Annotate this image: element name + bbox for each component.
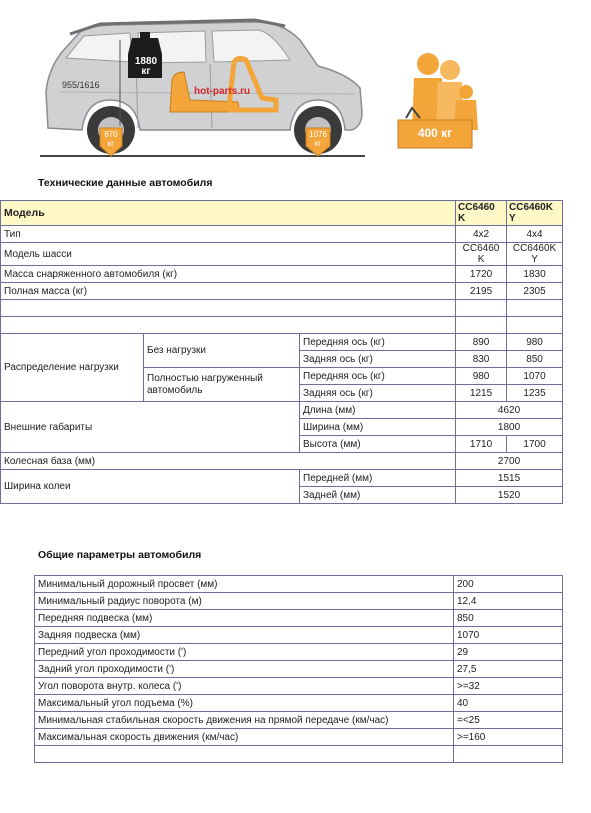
cell-value: 1215 <box>456 385 507 402</box>
front-axle-label: Передняя ось (кг) <box>300 368 456 385</box>
empty-cell <box>507 300 563 317</box>
param-label: Максимальная скорость движения (км/час) <box>35 729 454 746</box>
empty-row <box>1 317 563 334</box>
roof-load-unit: кг <box>141 66 151 77</box>
front-axle-number: 870 <box>104 130 118 139</box>
cell-value: 2195 <box>456 283 507 300</box>
front-axle-label: Передняя ось (кг) <box>300 334 456 351</box>
param-label: Минимальная стабильная скорость движения на прямой передаче (км/час) <box>35 712 454 729</box>
header-col1: CC6460 K <box>456 201 507 226</box>
cell-value: 1515 <box>456 470 563 487</box>
param-label: Угол поворота внутр. колеса (') <box>35 678 454 695</box>
header-col2: CC6460K Y <box>507 201 563 226</box>
rear-axle-number: 1076 <box>309 130 327 139</box>
length-label: Длина (мм) <box>300 402 456 419</box>
roof-load-number: 1880 <box>134 56 158 67</box>
cell-value: 4x4 <box>507 226 563 243</box>
row-label: Тип <box>1 226 456 243</box>
table-row <box>1 226 563 243</box>
cell-value: 1800 <box>456 419 563 436</box>
empty-row <box>1 300 563 317</box>
cell-value: 2700 <box>456 453 563 470</box>
cell-value: CC6460K Y <box>507 243 563 266</box>
param-value: =<25 <box>454 712 563 729</box>
height-label: 955/1616 <box>62 80 100 90</box>
table-row <box>35 610 563 627</box>
param-value: 12,4 <box>454 593 563 610</box>
param-label: Передняя подвеска (мм) <box>35 610 454 627</box>
empty-cell <box>1 300 456 317</box>
param-value: 27,5 <box>454 661 563 678</box>
cell-value: 980 <box>507 334 563 351</box>
empty-cell <box>507 317 563 334</box>
cell-value: 1710 <box>456 436 507 453</box>
table-row <box>35 593 563 610</box>
spec-table <box>0 200 563 504</box>
spec-section-title: Технические данные автомобиля <box>38 177 213 189</box>
cell-value: 1830 <box>507 266 563 283</box>
param-value: 850 <box>454 610 563 627</box>
param-label: Задний угол проходимости (') <box>35 661 454 678</box>
front-axle-load <box>100 130 122 148</box>
track-rear-label: Задней (мм) <box>300 487 456 504</box>
rear-axle-label: Задняя ось (кг) <box>300 351 456 368</box>
cell-value: 850 <box>507 351 563 368</box>
width-label: Ширина (мм) <box>300 419 456 436</box>
table-row <box>35 627 563 644</box>
table-row <box>35 712 563 729</box>
table-row <box>35 576 563 593</box>
table-row <box>1 266 563 283</box>
empty-cell <box>454 746 563 763</box>
cell-value: 980 <box>456 368 507 385</box>
cell-value: 4620 <box>456 402 563 419</box>
table-row <box>1 283 563 300</box>
table-row <box>35 678 563 695</box>
table-row <box>1 243 563 266</box>
param-value: >=32 <box>454 678 563 695</box>
param-value: >=160 <box>454 729 563 746</box>
distribution-label: Распределение нагрузки <box>1 334 144 402</box>
cell-value: CC6460 K <box>456 243 507 266</box>
param-value: 29 <box>454 644 563 661</box>
empty-cell <box>35 746 454 763</box>
track-label: Ширина колеи <box>1 470 300 504</box>
param-label: Минимальный дорожный просвет (мм) <box>35 576 454 593</box>
table-row <box>35 695 563 712</box>
param-label: Максимальный угол подъема (%) <box>35 695 454 712</box>
dims-label: Внешние габариты <box>1 402 300 453</box>
payload-label: 400 кг <box>417 126 453 140</box>
cell-value: 1235 <box>507 385 563 402</box>
no-load-label: Без нагрузки <box>144 334 300 368</box>
general-table <box>34 575 563 763</box>
param-label: Минимальный радиус поворота (м) <box>35 593 454 610</box>
cell-value: 1070 <box>507 368 563 385</box>
watermark-text: hot-parts.ru <box>194 86 251 97</box>
full-load-label: Полностью нагруженный автомобиль <box>144 368 300 402</box>
general-section-title: Общие параметры автомобиля <box>38 549 202 561</box>
table-row <box>1 453 563 470</box>
empty-cell <box>456 317 507 334</box>
wheelbase-label: Колесная база (мм) <box>1 453 456 470</box>
roof-load-label <box>132 57 160 77</box>
track-front-label: Передней (мм) <box>300 470 456 487</box>
row-label: Полная масса (кг) <box>1 283 456 300</box>
cell-value: 1720 <box>456 266 507 283</box>
empty-cell <box>1 317 456 334</box>
param-value: 1070 <box>454 627 563 644</box>
table-row <box>35 661 563 678</box>
empty-row <box>35 746 563 763</box>
cell-value: 4x2 <box>456 226 507 243</box>
cell-value: 1700 <box>507 436 563 453</box>
vehicle-illustration <box>0 0 591 160</box>
general-table-body <box>35 576 563 763</box>
front-axle-unit: кг <box>107 139 115 148</box>
rear-axle-unit: кг <box>314 139 322 148</box>
table-row <box>35 729 563 746</box>
row-label: Масса снаряженного автомобиля (кг) <box>1 266 456 283</box>
cell-value: 890 <box>456 334 507 351</box>
rear-axle-load <box>306 130 330 148</box>
param-label: Задняя подвеска (мм) <box>35 627 454 644</box>
param-label: Передний угол проходимости (') <box>35 644 454 661</box>
height-label: Высота (мм) <box>300 436 456 453</box>
param-value: 200 <box>454 576 563 593</box>
row-label: Модель шасси <box>1 243 456 266</box>
param-value: 40 <box>454 695 563 712</box>
header-model: Модель <box>1 201 456 226</box>
cell-value: 1520 <box>456 487 563 504</box>
cell-value: 830 <box>456 351 507 368</box>
empty-cell <box>456 300 507 317</box>
cell-value: 2305 <box>507 283 563 300</box>
table-row <box>1 402 563 419</box>
table-row <box>1 334 563 351</box>
spec-header-row <box>1 201 563 226</box>
table-row <box>35 644 563 661</box>
rear-axle-label: Задняя ось (кг) <box>300 385 456 402</box>
table-row <box>1 470 563 487</box>
